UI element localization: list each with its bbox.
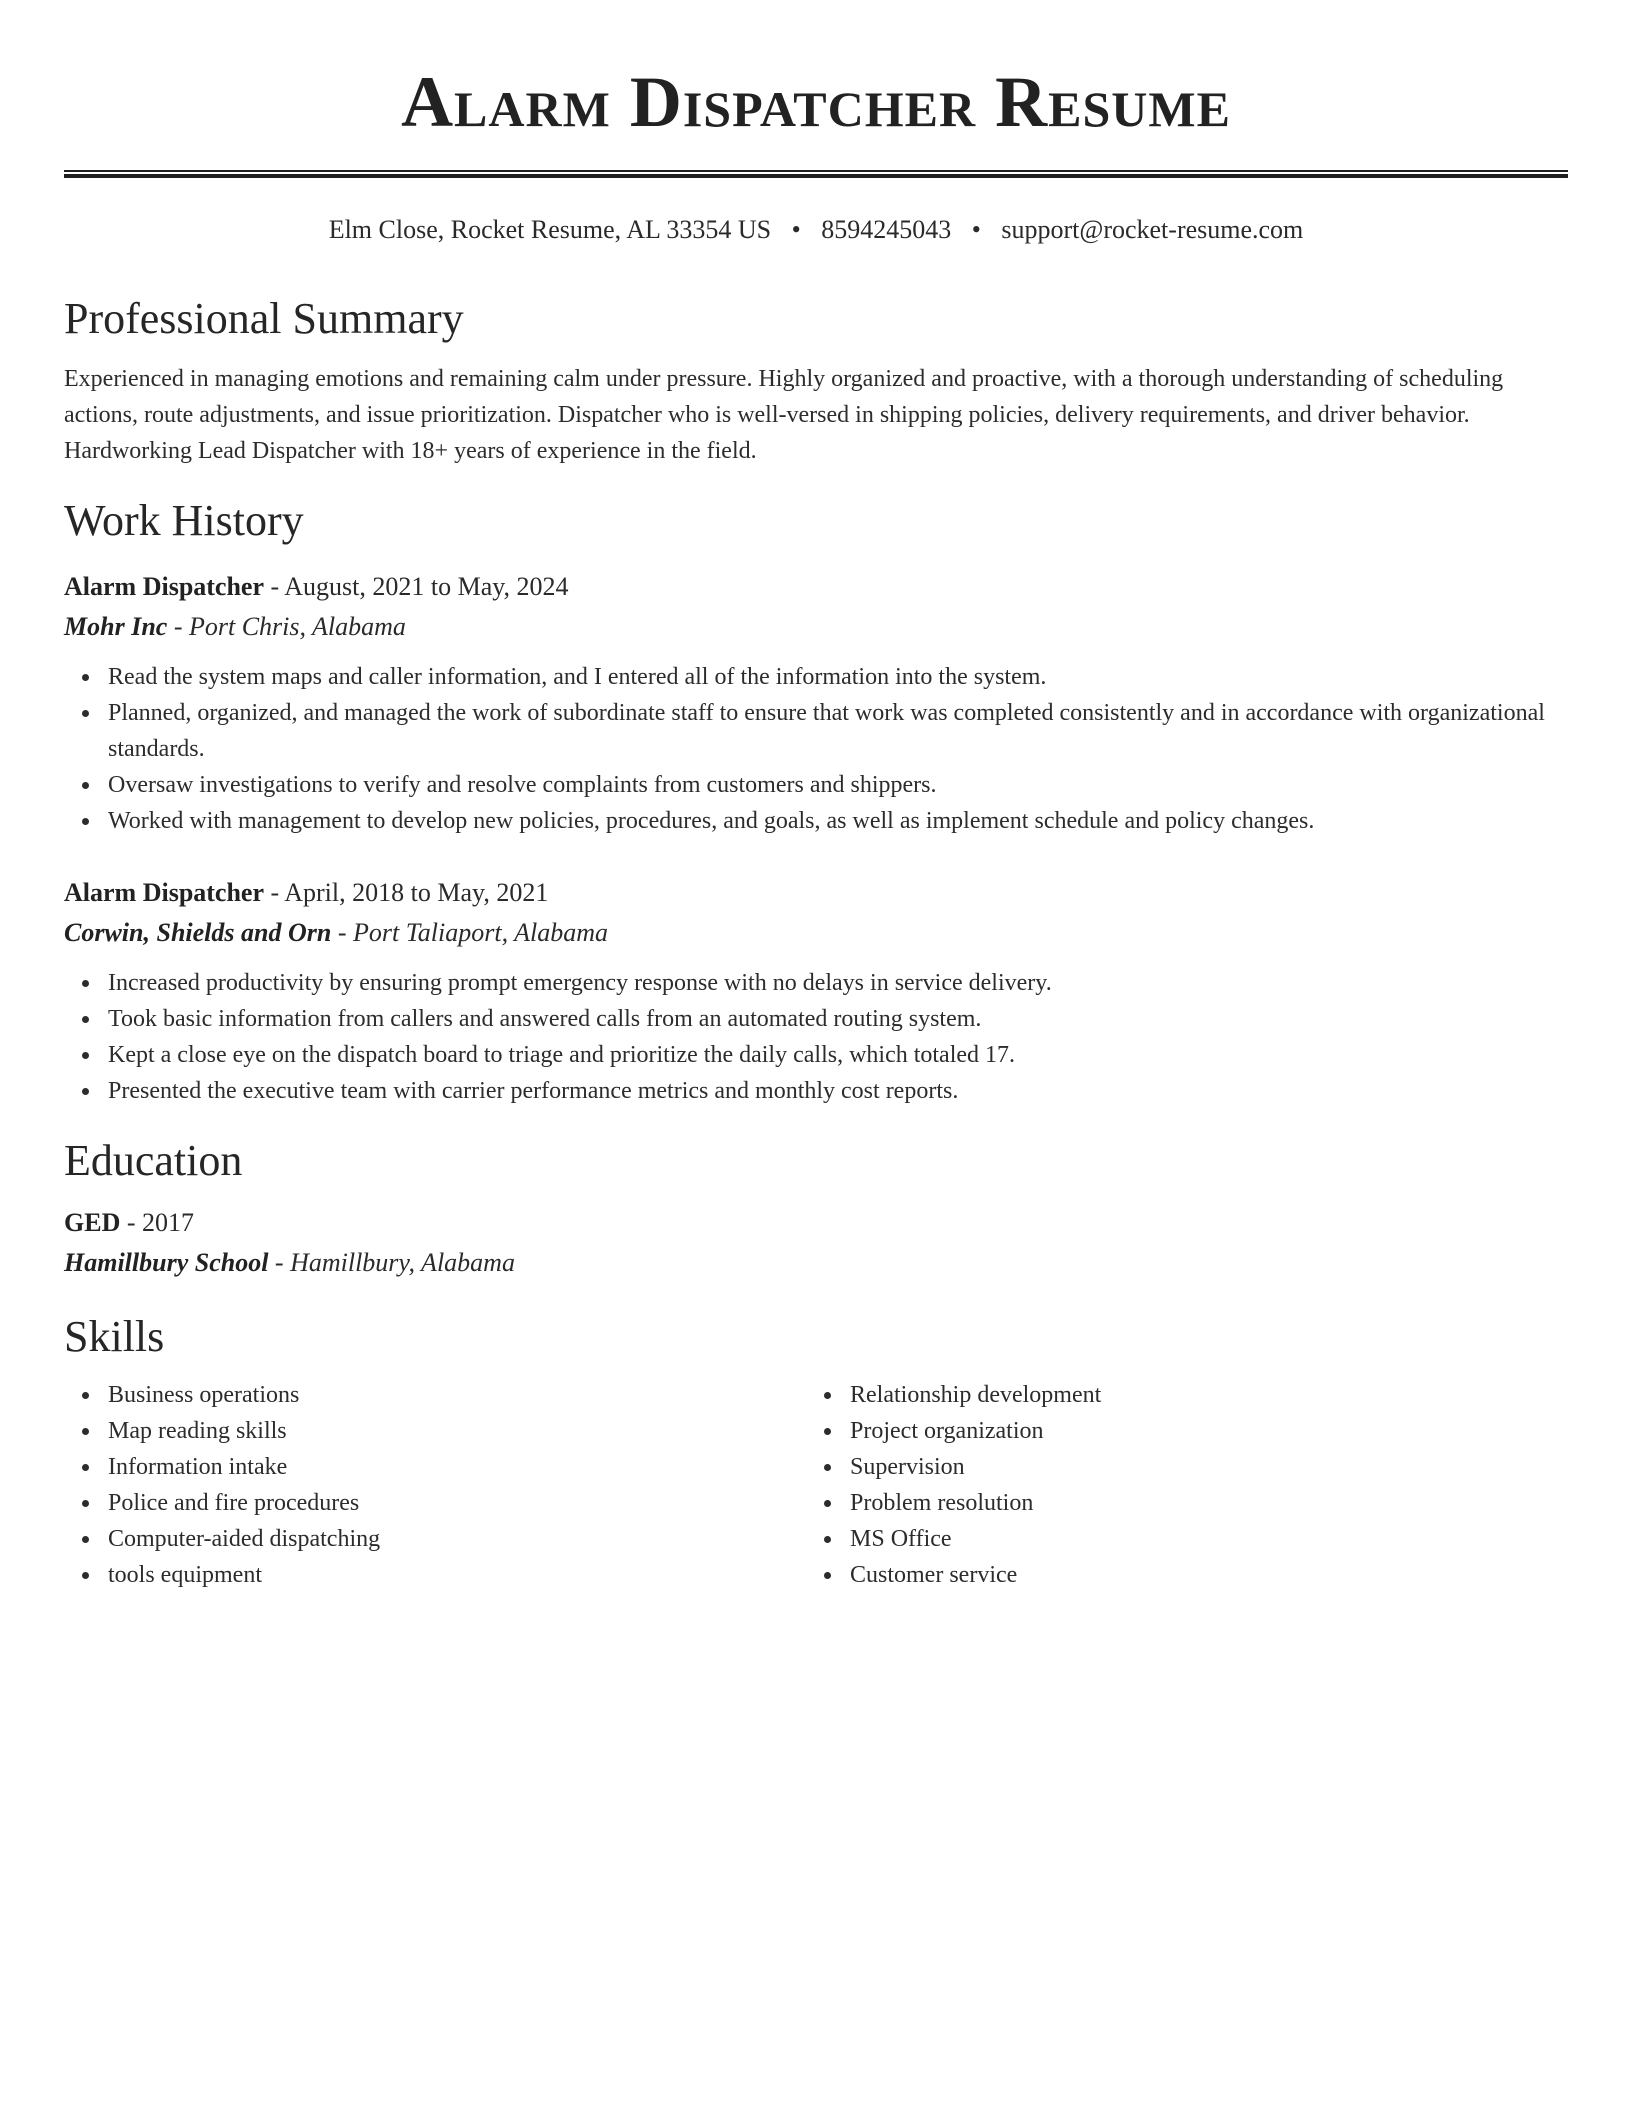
job-entry (64, 873, 1568, 1109)
job-dates: - April, 2018 to May, 2021 (264, 878, 549, 907)
contact-email: support@rocket-resume.com (1001, 215, 1304, 244)
degree-line (64, 1203, 1568, 1243)
skill-item: tools equipment (108, 1557, 806, 1593)
job-duty: Presented the executive team with carrier performance metrics and monthly cost reports. (108, 1073, 1568, 1109)
job-title-line (64, 567, 1568, 607)
job-duty: Worked with management to develop new policies, procedures, and goals, as well as implement schedule and policy changes. (108, 803, 1568, 839)
skill-item: Relationship development (850, 1377, 1548, 1413)
company-name: Mohr Inc (64, 612, 168, 641)
job-title-line (64, 873, 1568, 913)
work-history-heading: Work History (64, 496, 304, 545)
job-duty: Increased productivity by ensuring prompt emergency response with no delays in service delivery. (108, 965, 1568, 1001)
job-duty: Took basic information from callers and answered calls from an automated routing system. (108, 1001, 1568, 1037)
skill-item: Map reading skills (108, 1413, 806, 1449)
contact-line (64, 213, 1568, 247)
company-location: - Port Chris, Alabama (167, 612, 406, 641)
job-duty: Oversaw investigations to verify and resolve complaints from customers and shippers. (108, 767, 1568, 803)
education-heading: Education (64, 1136, 243, 1185)
company-line (64, 607, 1568, 647)
degree-name: GED (64, 1208, 121, 1237)
job-duties-list (64, 659, 1568, 839)
contact-address: Elm Close, Rocket Resume, AL 33354 US (328, 215, 772, 244)
company-location: - Port Taliaport, Alabama (331, 918, 608, 947)
skill-item: Business operations (108, 1377, 806, 1413)
skill-item: Police and fire procedures (108, 1485, 806, 1521)
page-title: Alarm Dispatcher Resume (401, 62, 1231, 142)
skills-heading: Skills (64, 1312, 165, 1361)
school-name: Hamillbury School (64, 1248, 269, 1277)
skills-list-left (64, 1377, 806, 1593)
school-location: - Hamillbury, Alabama (268, 1248, 515, 1277)
job-duties-list (64, 965, 1568, 1109)
degree-year: - 2017 (120, 1208, 195, 1237)
skill-item: Computer-aided dispatching (108, 1521, 806, 1557)
skill-item: Project organization (850, 1413, 1548, 1449)
skill-item: Information intake (108, 1449, 806, 1485)
skill-item: MS Office (850, 1521, 1548, 1557)
skill-item: Problem resolution (850, 1485, 1548, 1521)
job-title: Alarm Dispatcher (64, 878, 265, 907)
job-entry (64, 567, 1568, 839)
company-line (64, 913, 1568, 953)
contact-separator: • (971, 215, 981, 244)
title-divider (64, 170, 1568, 178)
summary-heading: Professional Summary (64, 294, 464, 343)
skills-columns (64, 1377, 1568, 1593)
job-duty: Planned, organized, and managed the work of subordinate staff to ensure that work was completed consistently and in accordance with organizational standards. (108, 695, 1568, 767)
skill-item: Customer service (850, 1557, 1548, 1593)
contact-phone: 8594245043 (821, 215, 952, 244)
school-line (64, 1243, 1568, 1283)
skills-list-right (806, 1377, 1548, 1593)
job-dates: - August, 2021 to May, 2024 (264, 572, 569, 601)
company-name: Corwin, Shields and Orn (64, 918, 332, 947)
contact-separator: • (791, 215, 801, 244)
education-entry (64, 1203, 1568, 1283)
summary-text: Experienced in managing emotions and remaining calm under pressure. Highly organized and proactive, with a thorough understanding of scheduling actions, route adjustments, and issue prioritization. Dispatcher who is well-versed in shipping policies, delivery requirements, and driver behavior. Hardworking Lead Dispatcher with 18+ years of experience in the field. (64, 366, 1504, 464)
job-duty: Kept a close eye on the dispatch board to triage and prioritize the daily calls, which totaled 17. (108, 1037, 1568, 1073)
skill-item: Supervision (850, 1449, 1548, 1485)
job-title: Alarm Dispatcher (64, 572, 265, 601)
job-duty: Read the system maps and caller information, and I entered all of the information into the system. (108, 659, 1568, 695)
